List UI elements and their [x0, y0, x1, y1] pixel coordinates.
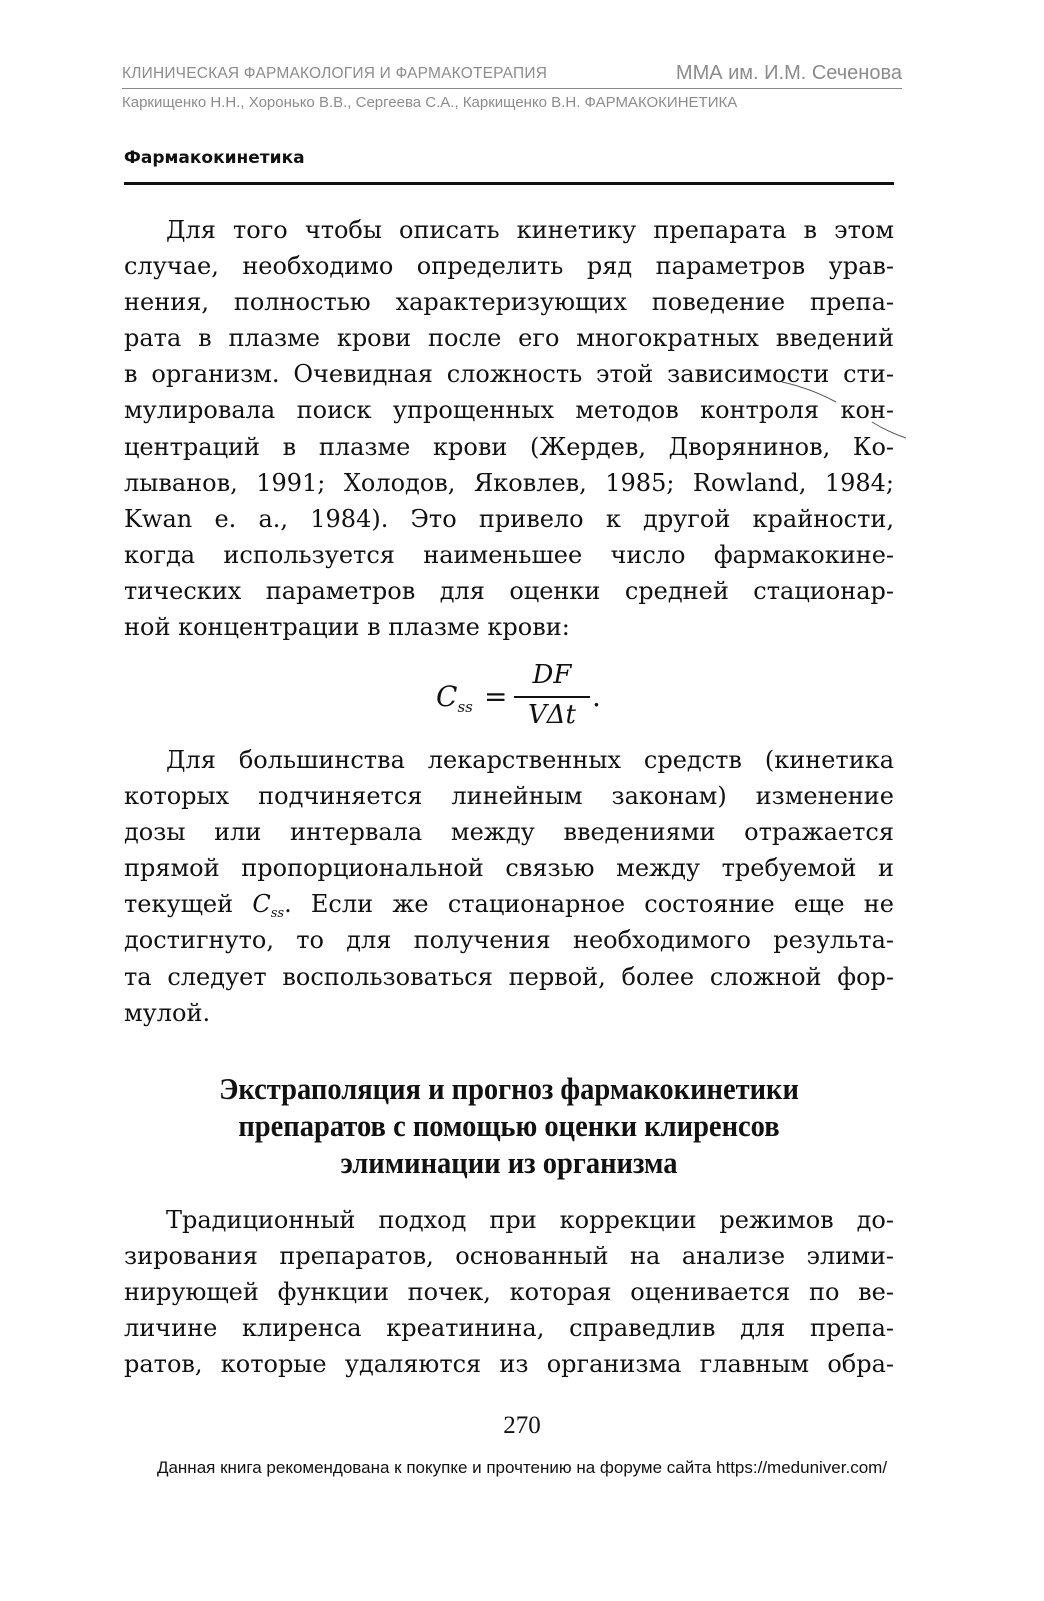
book-title: КЛИНИЧЕСКАЯ ФАРМАКОЛОГИЯ И ФАРМАКОТЕРАПИЯ	[122, 65, 548, 82]
publisher-name: ММА им. И.М. Сеченова	[675, 62, 902, 84]
text-line: мулой.	[124, 998, 211, 1027]
text-line: та следует воспользоваться первой, более сложной фор-	[124, 962, 894, 991]
heading-line: Экстраполяция и прогноз фармакокинетики	[219, 1071, 799, 1106]
text-line: ратов, которые удаляются из организма главным обра-	[124, 1350, 894, 1379]
authors-line: Каркищенко Н.Н., Хоронько В.В., Сергеева С.А., Каркищенко В.Н. ФАРМАКОКИНЕТИКА	[122, 94, 738, 111]
paragraph-3	[124, 1202, 894, 1382]
text-line: дозы или интервала между введениями отражается	[124, 818, 894, 847]
text-line: текущей $C_{ss}$. Если же стационарное состояние еще не	[124, 890, 894, 922]
section-heading	[155, 1070, 863, 1181]
book-header	[122, 62, 902, 89]
text-line: зирования препаратов, основанный на анализе элими-	[124, 1242, 894, 1271]
text-line: прямой пропорциональной связью между требуемой и	[124, 854, 894, 883]
formula-denominator: VΔt	[527, 700, 576, 730]
fraction-bar	[514, 696, 590, 698]
text-line: ной концентрации в плазме крови:	[124, 613, 570, 642]
text-line: в организм. Очевидная сложность этой зависимости сти-	[124, 360, 894, 389]
text-line: лыванов, 1991; Холодов, Яковлев, 1985; Rowland, 1984;	[124, 468, 894, 497]
formula-period: .	[592, 680, 601, 713]
inline-css-symbol: $C_{ss}$	[252, 890, 285, 922]
heading-line: элиминации из организма	[340, 1145, 678, 1180]
heading-line: препаратов с помощью оценки клиренсов	[238, 1108, 780, 1143]
text-line: Традиционный подход при коррекции режимов до-	[166, 1206, 894, 1234]
text-line: достигнуто, то для получения необходимого результа-	[124, 926, 894, 955]
text-line: центраций в плазме крови (Жердев, Дворянинов, Ко-	[124, 432, 894, 461]
text-line: тических параметров для оценки средней стационар-	[124, 576, 894, 605]
text-line: мулировала поиск упрощенных методов контроля кон-	[124, 396, 894, 425]
text-line: нения, полностью характеризующих поведение препа-	[124, 288, 894, 317]
text-line: личине клиренса креатинина, справедлив для препа-	[124, 1314, 894, 1343]
text-line: рата в плазме крови после его многократных введений	[124, 324, 894, 353]
paragraph-1	[124, 212, 894, 645]
formula-numerator: DF	[532, 660, 572, 690]
page-number: 270	[503, 1412, 541, 1439]
footer-note: Данная книга рекомендована к покупке и прочтению на форуме сайта https://meduniver.com/	[156, 1458, 888, 1477]
text-line: когда используется наименьшее число фармакокине-	[124, 540, 894, 569]
text-line: которых подчиняется линейным законам) изменение	[124, 782, 894, 811]
text-line: Kwan e. a., 1984). Это привело к другой крайности,	[124, 504, 894, 533]
paragraph-2	[124, 742, 894, 1031]
text-line: Для того чтобы описать кинетику препарата в этом	[166, 216, 894, 244]
text-line: случае, необходимо определить ряд параметров урав-	[124, 252, 894, 281]
header-rule	[124, 182, 894, 185]
text-line: нирующей функции почек, которая оценивается по ве-	[124, 1278, 894, 1307]
formula-lhs: $C_{ss}$	[436, 680, 473, 716]
formula-equals: =	[484, 680, 508, 713]
running-head: Фармакокинетика	[124, 148, 305, 168]
text-line: Для большинства лекарственных средств (кинетика	[166, 746, 894, 774]
steady-state-formula	[436, 660, 601, 740]
